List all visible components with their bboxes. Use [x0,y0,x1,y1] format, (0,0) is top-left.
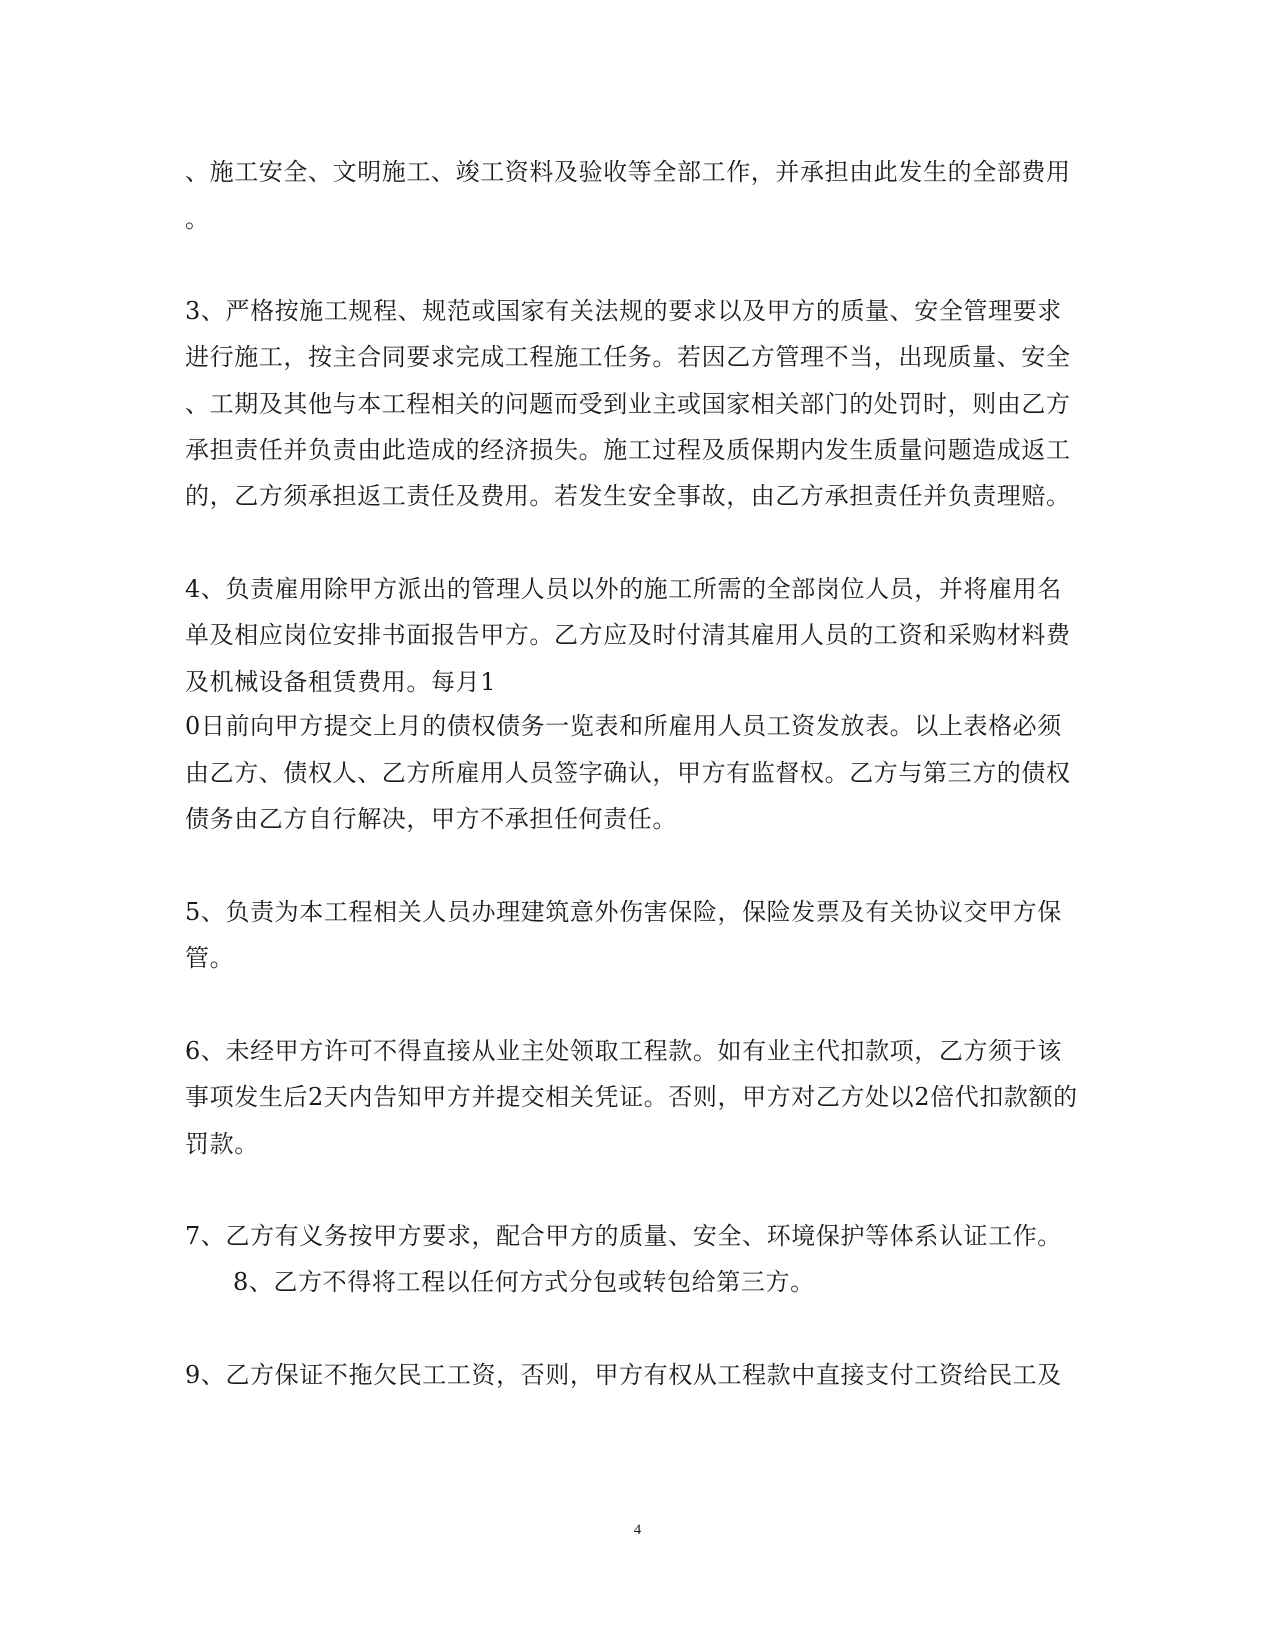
text-line: 0日前向甲方提交上月的债权债务一览表和所雇用人员工资发放表。以上表格必须 [185,712,1062,740]
text-line: 的，乙方须承担返工责任及费用。若发生安全事故，由乙方承担责任并负责理赔。 [185,482,1071,510]
text-line: 、施工安全、文明施工、竣工资料及验收等全部工作，并承担由此发生的全部费用 [185,158,1071,186]
text-line: 3、严格按施工规程、规范或国家有关法规的要求以及甲方的质量、安全管理要求 [185,297,1062,325]
text-line: 6、未经甲方许可不得直接从业主处领取工程款。如有业主代扣款项，乙方须于该 [185,1037,1062,1065]
text-line: 7、乙方有义务按甲方要求，配合甲方的质量、安全、环境保护等体系认证工作。 [185,1222,1062,1250]
text-line: 进行施工，按主合同要求完成工程施工任务。若因乙方管理不当，出现质量、安全 [185,343,1071,371]
text-line: 单及相应岗位安排书面报告甲方。乙方应及时付清其雇用人员的工资和采购材料费 [185,621,1071,649]
text-line: 4、负责雇用除甲方派出的管理人员以外的施工所需的全部岗位人员，并将雇用名 [185,575,1062,603]
text-line: 8、乙方不得将工程以任何方式分包或转包给第三方。 [233,1268,815,1296]
text-line: 承担责任并负责由此造成的经济损失。施工过程及质保期内发生质量问题造成返工 [185,436,1071,464]
text-line: 9、乙方保证不拖欠民工工资，否则，甲方有权从工程款中直接支付工资给民工及 [185,1361,1062,1389]
text-line: 罚款。 [185,1130,259,1158]
text-line: 事项发生后2天内告知甲方并提交相关凭证。否则，甲方对乙方处以2倍代扣款额的 [185,1083,1078,1111]
text-line: 由乙方、债权人、乙方所雇用人员签字确认，甲方有监督权。乙方与第三方的债权 [185,759,1071,787]
text-line: 及机械设备租赁费用。每月1 [185,668,497,696]
text-line: 5、负责为本工程相关人员办理建筑意外伤害保险，保险发票及有关协议交甲方保 [185,898,1062,926]
text-line: 、工期及其他与本工程相关的问题而受到业主或国家相关部门的处罚时，则由乙方 [185,390,1071,418]
text-line: 。 [185,205,210,233]
text-line: 债务由乙方自行解决，甲方不承担任何责任。 [185,805,677,833]
page-number: 4 [633,1522,642,1538]
text-line: 管。 [185,944,235,972]
